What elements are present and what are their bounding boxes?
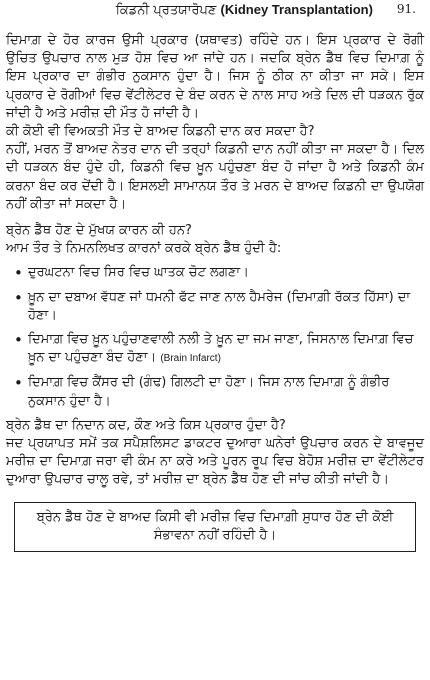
- paragraph-causes-intro: ਆਮ ਤੌਰ ਤੇ ਨਿਮਨਲਿਖਤ ਕਾਰਨਾਂ ਕਰਕੇ ਬ੍ਰੇਨ ਡੈੱਥ ਹੁੰਦੀ ਹੈ:: [6, 241, 282, 257]
- list-item: [28, 331, 424, 368]
- paragraph-kidney-donation-answer: ਨਹੀਂ, ਮਰਨ ਤੋਂ ਬਾਅਦ ਨੇਤਰ ਦਾਨ ਦੀ ਤਰ੍ਹਾਂ ਕਿਡਨੀ ਦਾਨ ਨਹੀਂ ਕੀਤਾ ਜਾ ਸਕਦਾ ਹੈ। ਦਿਲ ਦੀ ਧੜਕਨ ਬੰਦ ਹੁੰਦੇ ਹੀ, ਕਿਡਨੀ ਵਿਚ ਖ਼ੂਨ ਪਹੁੰਚਣਾ ਬੰਦ ਹੋ ਜਾਂਦਾ ਹੈ ਅਤੇ ਕਿਡਨੀ ਕੰਮ ਕਰਨਾ ਬੰਦ ਕਰ ਦੇਂਦੀ ਹੈ। ਇਸਲਈ ਸਾਮਾਨਯ ਤੌਰ ਤੇ ਮਰਨ ਦੇ ਬਾਅਦ ਕਿਡਨੀ ਦਾ ਉਪਯੋਗ ਨਹੀਂ ਕੀਤਾ ਜਾਂ ਸਕਦਾ ਹੈ।: [6, 142, 424, 212]
- list-item-text: ਦਿਮਾਗ਼ ਵਿਚ ਖ਼ੂਨ ਪਹੁੰਚਾਣਵਾਲੀ ਨਲੀ ਤੇ ਖ਼ੂਨ ਦਾ ਜਮ ਜਾਣਾ, ਜਿਸਨਾਲ ਦਿਮਾਗ਼ ਵਿਚ ਖ਼ੂਨ ਦਾ ਪਹੁੰਚਣਾ ਬੰਦ ਹੋਣਾ।: [28, 332, 414, 366]
- question-brain-death-causes: ਬ੍ਰੇਨ ਡੈੱਥ ਹੋਣ ਦੇ ਮੁੱਖਯ ਕਾਰਨ ਕੀ ਹਨ?: [6, 223, 192, 239]
- paragraph-brain-function: ਦਿਮਾਗ਼ ਦੇ ਹੋਰ ਕਾਰਜ ਉਸੀ ਪ੍ਰਕਾਰ (ਯਥਾਵਤ) ਰਹਿੰਦੇ ਹਨ। ਇਸ ਪ੍ਰਕਾਰ ਦੇ ਰੋਗੀ ਉਚਿਤ ਉਪਚਾਰ ਨਾਲ ਮੁੜ ਹੋਸ਼ ਵਿਚ ਆ ਜਾਂਦੇ ਹਨ। ਜਦਕਿ ਬ੍ਰੇਨ ਡੈੱਥ ਵਿਚ ਦਿਮਾਗ਼ ਨੂੰ ਇਸ ਪ੍ਰਕਾਰ ਦਾ ਗੰਭੀਰ ਨੁਕਸਾਨ ਹੁੰਦਾ ਹੈ। ਜਿਸ ਨੂੰ ਠੀਕ ਨਾ ਕੀਤਾ ਜਾ ਸਕੇ। ਇਸ ਪ੍ਰਕਾਰ ਦੇ ਰੋਗੀਆਂ ਵਿਚ ਵੇਂਟੀਲੇਟਰ ਦੇ ਬੰਦ ਕਰਨ ਦੇ ਨਾਲ ਸਾਹ ਅਤੇ ਦਿਲ ਦੀ ਧੜਕਨ ਰੁੱਕ ਜਾਂਦੀ ਹੈ ਅਤੇ ਮਰੀਜ਼ ਦੀ ਮੌਤ ਹੋ ਜਾਂਦੀ ਹੈ।: [6, 33, 424, 121]
- list-item-text: ਖ਼ੂਨ ਦਾ ਦਬਾਅ ਵੱਧਣ ਜਾਂ ਧਮਨੀ ਫੱਟ ਜਾਣ ਨਾਲ ਹੈਮਰੇਜ (ਦਿਮਾਗ਼ੀ ਰੱਕਤ ਹਿੱਸਾ) ਦਾ ਹੋਣਾ।: [28, 289, 411, 323]
- list-item-text: ਦਿਮਾਗ਼ ਵਿਚ ਕੈਂਸਰ ਦੀ (ਗੰਢ) ਗਿਲਟੀ ਦਾ ਹੋਣਾ। ਜਿਸ ਨਾਲ ਦਿਮਾਗ਼ ਨੂੰ ਗੰਭੀਰ ਨੁਕਸਾਨ ਹੁੰਦਾ ਹੈ।: [28, 375, 390, 409]
- paragraph-diagnosis-answer: ਜਦ ਪ੍ਰਯਾਪਤ ਸਮੇਂ ਤਕ ਸਪੈਸ਼ਲਿਸਟ ਡਾਕਟਰ ਦੁਆਰਾ ਘਨੇਰਾਂ ਉਪਚਾਰ ਕਰਨ ਦੇ ਬਾਵਜੂਦ ਮਰੀਜ਼ ਦਾ ਦਿਮਾਗ਼ ਜਰਾ ਵੀ ਕੰਮ ਨਾ ਕਰੇ ਅਤੇ ਪੂਰਨ ਰੂਪ ਵਿਚ ਬੇਹੋਸ਼ ਮਰੀਜ਼ ਦਾ ਵੇਂਟੀਲੇਟਰ ਦੁਆਰਾ ਉਪਚਾਰ ਚਾਲੂ ਰਵੇ, ਤਾਂ ਮਰੀਜ਼ ਦਾ ਬ੍ਰੇਨ ਡੈੱਥ ਹੋਣ ਦੀ ਜਾਂਚ ਕੀਤੀ ਜਾਂਦੀ ਹੈ।: [6, 436, 424, 488]
- book-page: [6, 0, 424, 552]
- causes-list: [6, 264, 424, 410]
- running-header: [6, 0, 424, 24]
- page-number: 91.: [396, 2, 416, 16]
- list-item-text: ਦੁਰਘਟਨਾ ਵਿਚ ਸਿਰ ਵਿਚ ਘਾਤਕ ਚੋਟ ਲਗਣਾ।: [28, 265, 249, 281]
- question-kidney-donation: ਕੀ ਕੋਈ ਵੀ ਵਿਅਕਤੀ ਮੌਤ ਦੇ ਬਾਅਦ ਕਿਡਨੀ ਦਾਨ ਕਰ ਸਕਦਾ ਹੈ?: [6, 124, 315, 140]
- list-item-note: (Brain Infarct): [160, 353, 221, 365]
- list-item: [28, 289, 424, 325]
- page-body: [6, 32, 424, 552]
- question-diagnosis: ਬ੍ਰੇਨ ਡੈੱਥ ਦਾ ਨਿਦਾਨ ਕਦ, ਕੌਣ ਅਤੇ ਕਿਸ ਪ੍ਰਕਾਰ ਹੁੰਦਾ ਹੈ?: [6, 417, 286, 433]
- highlight-box: [14, 502, 416, 552]
- header-title-punjabi: ਕਿਡਨੀ ਪ੍ਰਤਯਾਰੋਪਣ: [115, 3, 217, 18]
- list-item: [28, 264, 424, 282]
- list-item: [28, 374, 424, 410]
- running-header-title: [116, 2, 373, 18]
- header-title-english: (Kidney Transplantation): [220, 2, 373, 17]
- highlight-box-text: ਬ੍ਰੇਨ ਡੈੱਥ ਹੋਣ ਦੇ ਬਾਅਦ ਕਿਸੀ ਵੀ ਮਰੀਜ਼ ਵਿਚ ਦਿਮਾਗ਼ੀ ਸੁਧਾਰ ਹੋਣ ਦੀ ਕੋਈ ਸੰਭਾਵਨਾ ਨਹੀਂ ਰਹਿੰਦੀ ਹੈ।: [36, 509, 394, 543]
